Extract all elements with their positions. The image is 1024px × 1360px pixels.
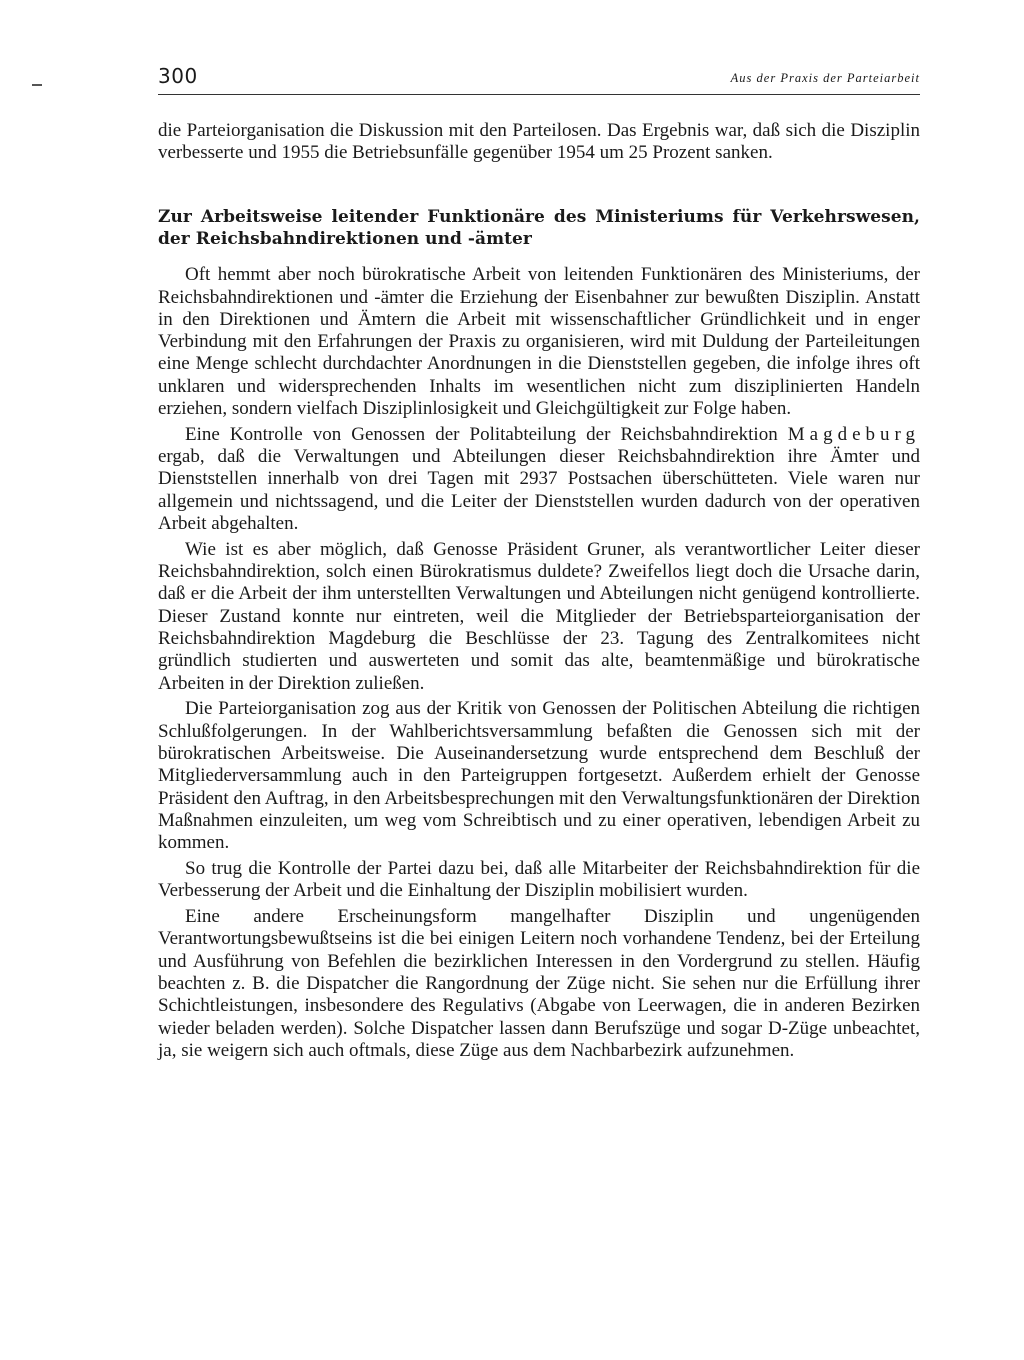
paragraph-6: Eine andere Erscheinungsform mangelhafter Disziplin und ungenügenden Verantwortungsbewußtseins ist die bei einigen Leitern noch vorhandene Tendenz, bei der Erteilung und Ausführung von Befehlen die bezirklichen Interessen in den Vordergrund zu stellen. Häufig beachten z. B. die Dispatcher die Rangordnung der Züge nicht. Sie sehen nur die Erfüllung ihrer Schichtleistungen, insbesondere des Regulativs (Abgabe von Leerwagen, die in anderen Bezirken wieder beladen werden). Solche Dispatcher lassen dann Berufszüge und sogar D-Züge unbeachtet, ja, sie weigern sich auch oftmals, diese Züge aus dem Nachbarbezirk aufzunehmen. [158, 906, 920, 1061]
margin-mark [32, 84, 42, 86]
paragraph-4: Die Parteiorganisation zog aus der Kritik von Genossen der Politischen Abteilung die richtigen Schlußfolgerungen. In der Wahlberichtsversammlung befaßten die Genossen sich mit der bürokratischen Arbeitsweise. Die Auseinandersetzung wurde entsprechend dem Beschluß der Mitgliederversammlung auch in den Parteigruppen fortgesetzt. Außerdem erhielt der Genosse Präsident den Auftrag, in den Arbeitsbesprechungen mit den Verwaltungsfunktionären der Direktion Maßnahmen einzuleiten, um weg vom Schreibtisch und zu einer operativen, lebendigen Arbeit zu kommen. [158, 698, 920, 854]
paragraph-3: Wie ist es aber möglich, daß Genosse Präsident Gruner, als verantwortlicher Leiter dieser Reichsbahndirektion, solch einen Bürokratismus duldete? Zweifellos liegt doch die Ursache darin, daß er die Arbeit der ihm unterstellten Verwaltungen und Abteilungen nicht genügend kontrollierte. Dieser Zustand konnte nur eintreten, weil die Mitglieder der Betriebsparteiorganisation der Reichsbahndirektion Magdeburg die Beschlüsse der 23. Tagung des Zentralkomitees nicht gründlich studierten und auswerteten und somit das alte, beamtenmäßige und bürokratische Arbeiten in der Direktion zuließen. [158, 538, 920, 694]
paragraph-5: So trug die Kontrolle der Partei dazu bei, daß alle Mitarbeiter der Reichsbahndirektion für die Verbesserung der Arbeit und die Einhaltung der Disziplin mobilisiert wurden. [158, 858, 920, 902]
paragraph-2-before: Eine Kontrolle von Genossen der Politabteilung der Reichsbahndirektion [185, 423, 788, 445]
paragraph-2-after: ergab, daß die Verwaltungen und Abteilungen dieser Reichsbahndirektion ihre Ämter und Dienststellen innerhalb von drei Tagen mit 2937 Postsachen überschütteten. Viele waren nur allgemein und nichtssagend, und die Leiter der Dienststellen wurden dadurch von der operativen Arbeit abgehalten. [158, 446, 920, 535]
intro-paragraph: die Parteiorganisation die Diskussion mit den Parteilosen. Das Ergebnis war, daß sich die Disziplin verbesserte und 1955 die Betriebsunfälle gegenüber 1954 um 25 Prozent sanken. [158, 120, 920, 164]
paragraph-1: Oft hemmt aber noch bürokratische Arbeit von leitenden Funktionären des Ministeriums, der Reichsbahndirektionen und -ämter die Erziehung der Eisenbahner zur bewußten Disziplin. Anstatt in den Direktionen und Ämtern die Arbeit mit wissenschaftlicher Gründlichkeit und in enger Verbindung mit den Erfahrungen der Praxis zu organisieren, wird mit Duldung der Parteileitungen eine Menge schlecht durchdachter Anordnungen in die Dienststellen gegeben, die infolge ihres oft unklaren und widersprechenden Inhalts im wesentlichen nicht zum disziplinierten Handeln erziehen, sondern vielfach Disziplinlosigkeit und Gleichgültigkeit zur Folge haben. [158, 264, 920, 420]
book-page [158, 62, 920, 1062]
section-heading: Zur Arbeitsweise leitender Funktionäre des Ministeriums für Verkehrswesen, der Reichsbahndirektionen und -ämter [158, 206, 920, 249]
running-head [158, 62, 920, 95]
page-number: 300 [158, 64, 198, 88]
emphasis-magdeburg: Magdeburg [787, 423, 920, 445]
running-title: Aus der Praxis der Parteiarbeit [730, 71, 920, 85]
body-text [158, 120, 920, 1062]
paragraph-2 [158, 424, 920, 535]
